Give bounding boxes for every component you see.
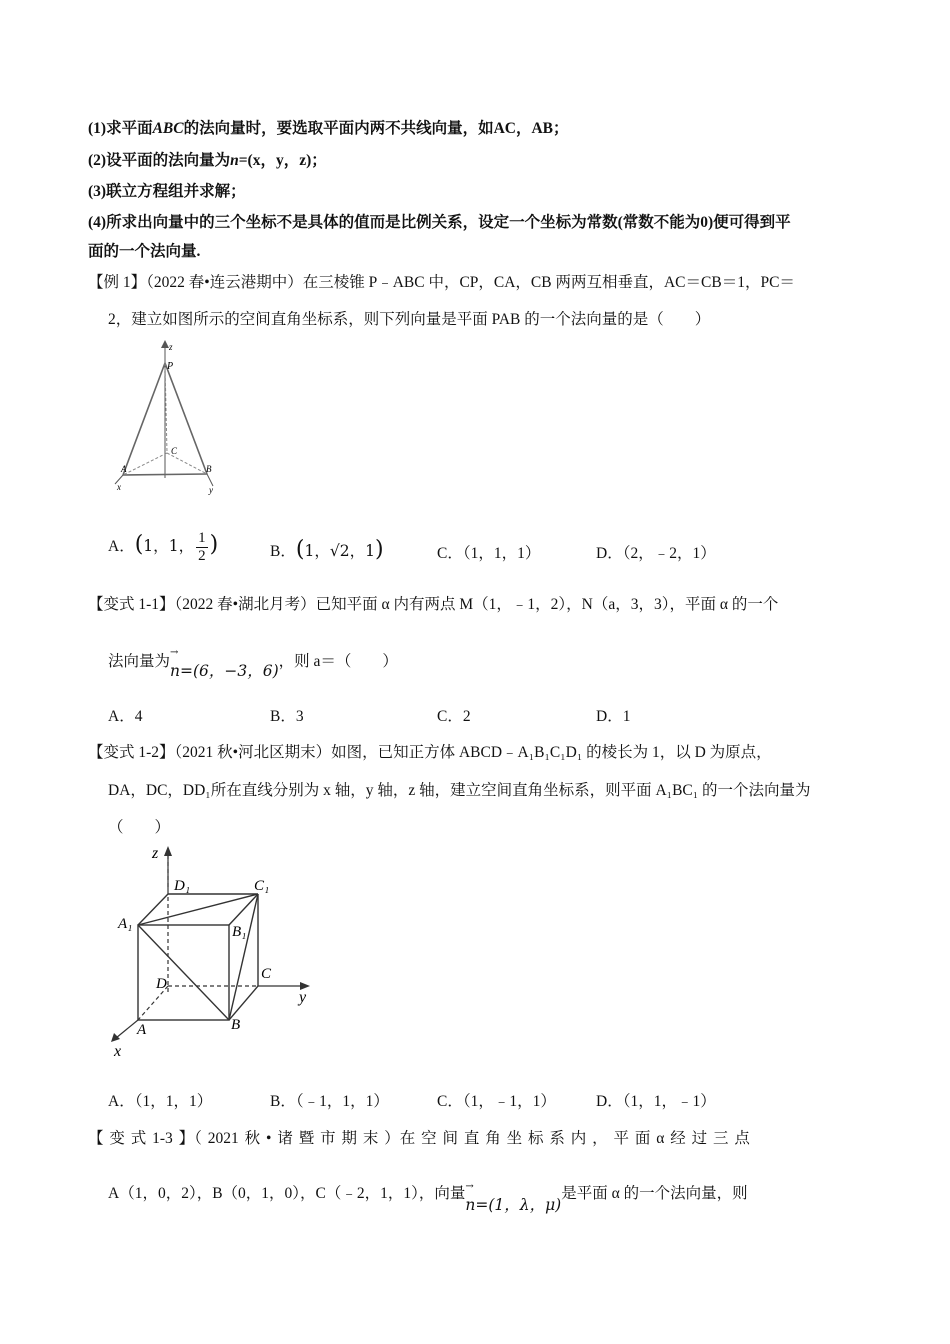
example-1-line-1 [88, 270, 795, 292]
axis-x-label: x [114, 1043, 122, 1060]
point-p-label: P [167, 361, 174, 372]
point-c1-label: C₁ [254, 878, 270, 894]
step-italic: n [230, 152, 239, 169]
variant-text: A（1，0，2），B（0，1，0），C（﹣2，1，1），向量 [108, 1185, 466, 1202]
variant-source: （2021 秋•河北区期末） [174, 744, 332, 761]
variant-text: 如图，已知正方体 ABCD﹣A₁B₁C₁D₁ 的棱长为 1，以 D 为原点， [331, 744, 772, 761]
fraction-denominator: 2 [198, 548, 206, 564]
variant-tag: 【变式 1-1】 [88, 596, 175, 613]
step-text: 面的一个法向量. [88, 243, 201, 260]
variant-1-2-line-3: （ ） [108, 819, 171, 836]
example-source: （2022 春•连云港期中） [146, 274, 303, 291]
variant-1-3-line-1 [88, 1126, 750, 1148]
axis-z-label: z [152, 845, 159, 862]
axis-y-label: y [209, 485, 213, 495]
variant-tag: 【 变 式 1-3 】 [88, 1130, 195, 1147]
v11-option-a[interactable]: A．4 [108, 708, 143, 725]
tetrahedron-figure [105, 338, 235, 498]
axis-z-label: z [169, 342, 173, 352]
fraction-one-half [196, 530, 208, 565]
method-step-1 [88, 116, 569, 138]
variant-1-3-line-2 [108, 1181, 748, 1214]
example-text: 在三棱锥 P﹣ABC 中，CP，CA，CB 两两互相垂直，AC＝CB＝1，PC＝ [302, 274, 795, 291]
ex1-option-b[interactable]: B．(1，√2，1) [270, 537, 384, 562]
option-value: 1 [304, 542, 315, 560]
variant-text: 已知平面 α 内有两点 M（1，﹣1，2），N（a，3，3），平面 α 的一个 [315, 596, 779, 613]
method-step-3 [88, 179, 246, 201]
step-text: (2)设平面的法向量为 [88, 152, 231, 169]
variant-1-1-line-1 [88, 592, 778, 614]
point-c-label: C [171, 446, 178, 456]
variant-text: 法向量为 [108, 653, 171, 670]
variant-text-post: 是平面 α 的一个法向量，则 [561, 1185, 748, 1202]
v11-option-d[interactable]: D．1 [596, 708, 631, 725]
variant-1-2-line-1 [88, 740, 772, 762]
point-a-label: A [121, 464, 127, 474]
ex1-option-c[interactable]: C．（1，1，1） [437, 545, 541, 562]
step-text-post: 的法向量时，要选取平面内两不共线向量，如AC，AB； [183, 120, 569, 137]
method-step-2 [88, 148, 327, 170]
option-value: √2 [329, 542, 350, 560]
variant-text-post: ，则 a＝（ ） [278, 653, 398, 670]
method-step-4 [88, 210, 791, 232]
axis-x-label: x [117, 482, 121, 492]
example-1-line-2: 2，建立如图所示的空间直角坐标系，则下列向量是平面 PAB 的一个法向量的是（ ） [108, 311, 711, 328]
point-a1-label: A₁ [118, 916, 133, 932]
variant-text: 在 空 间 直 角 坐 标 系 内 ， 平 面 α 经 过 三 点 [399, 1130, 750, 1147]
option-label: B． [270, 543, 296, 560]
point-a-label: A [137, 1022, 147, 1038]
ex1-option-d[interactable]: D．（2，﹣2，1） [596, 545, 716, 562]
normal-vector: → n=(1，λ，μ) [465, 1193, 561, 1215]
example-tag: 【例 1】 [88, 274, 147, 291]
variant-source: （2022 春•湖北月考） [174, 596, 316, 613]
fraction-numerator: 1 [198, 530, 206, 546]
step-italic: ABC [152, 120, 184, 137]
variant-source: （ 2021 秋 • 诸 暨 市 期 末 ） [194, 1130, 400, 1147]
method-step-4-cont [88, 239, 200, 261]
normal-vector: → n=(6，−3，6) [170, 659, 279, 681]
option-value: 1 [365, 542, 375, 560]
point-d1-label: D₁ [174, 878, 191, 894]
variant-1-2-line-2: DA，DC，DD₁所在直线分别为 x 轴，y 轴，z 轴，建立空间直角坐标系，则平面 A₁BC₁ 的一个法向量为 [108, 782, 811, 799]
step-text: (3)联立方程组并求解； [88, 183, 246, 200]
point-b-label: B [231, 1017, 241, 1033]
variant-1-1-line-2 [108, 649, 398, 680]
v11-option-b[interactable]: B．3 [270, 708, 304, 725]
step-text: (4)所求出向量中的三个坐标不是具体的值而是比例关系，设定一个坐标为常数(常数不能为0)便可得到平 [88, 214, 791, 231]
v11-option-c[interactable]: C．2 [437, 708, 471, 725]
option-value: 1 [143, 537, 154, 556]
option-value: 1 [168, 537, 179, 556]
cube-figure [108, 842, 328, 1062]
step-text: (1)求平面 [88, 120, 153, 137]
variant-tag: 【变式 1-2】 [88, 744, 175, 761]
point-b-label: B [206, 464, 212, 474]
point-c-label: C [261, 966, 272, 982]
ex1-option-a[interactable]: A．(1，1， $\frac{1}{2}$ ) [108, 530, 219, 564]
v12-option-c[interactable]: C．（1，﹣1，1） [437, 1093, 556, 1110]
axis-y-label: y [299, 989, 307, 1006]
step-text-post: =(x，y，z)； [238, 152, 327, 169]
v12-option-a[interactable]: A．（1，1，1） [108, 1093, 213, 1110]
point-b1-label: B₁ [232, 924, 247, 940]
v12-option-b[interactable]: B．（﹣1，1，1） [270, 1093, 389, 1110]
point-d-label: D [156, 976, 167, 992]
v12-option-d[interactable]: D．（1，1，﹣1） [596, 1093, 716, 1110]
option-label: A． [108, 538, 135, 556]
